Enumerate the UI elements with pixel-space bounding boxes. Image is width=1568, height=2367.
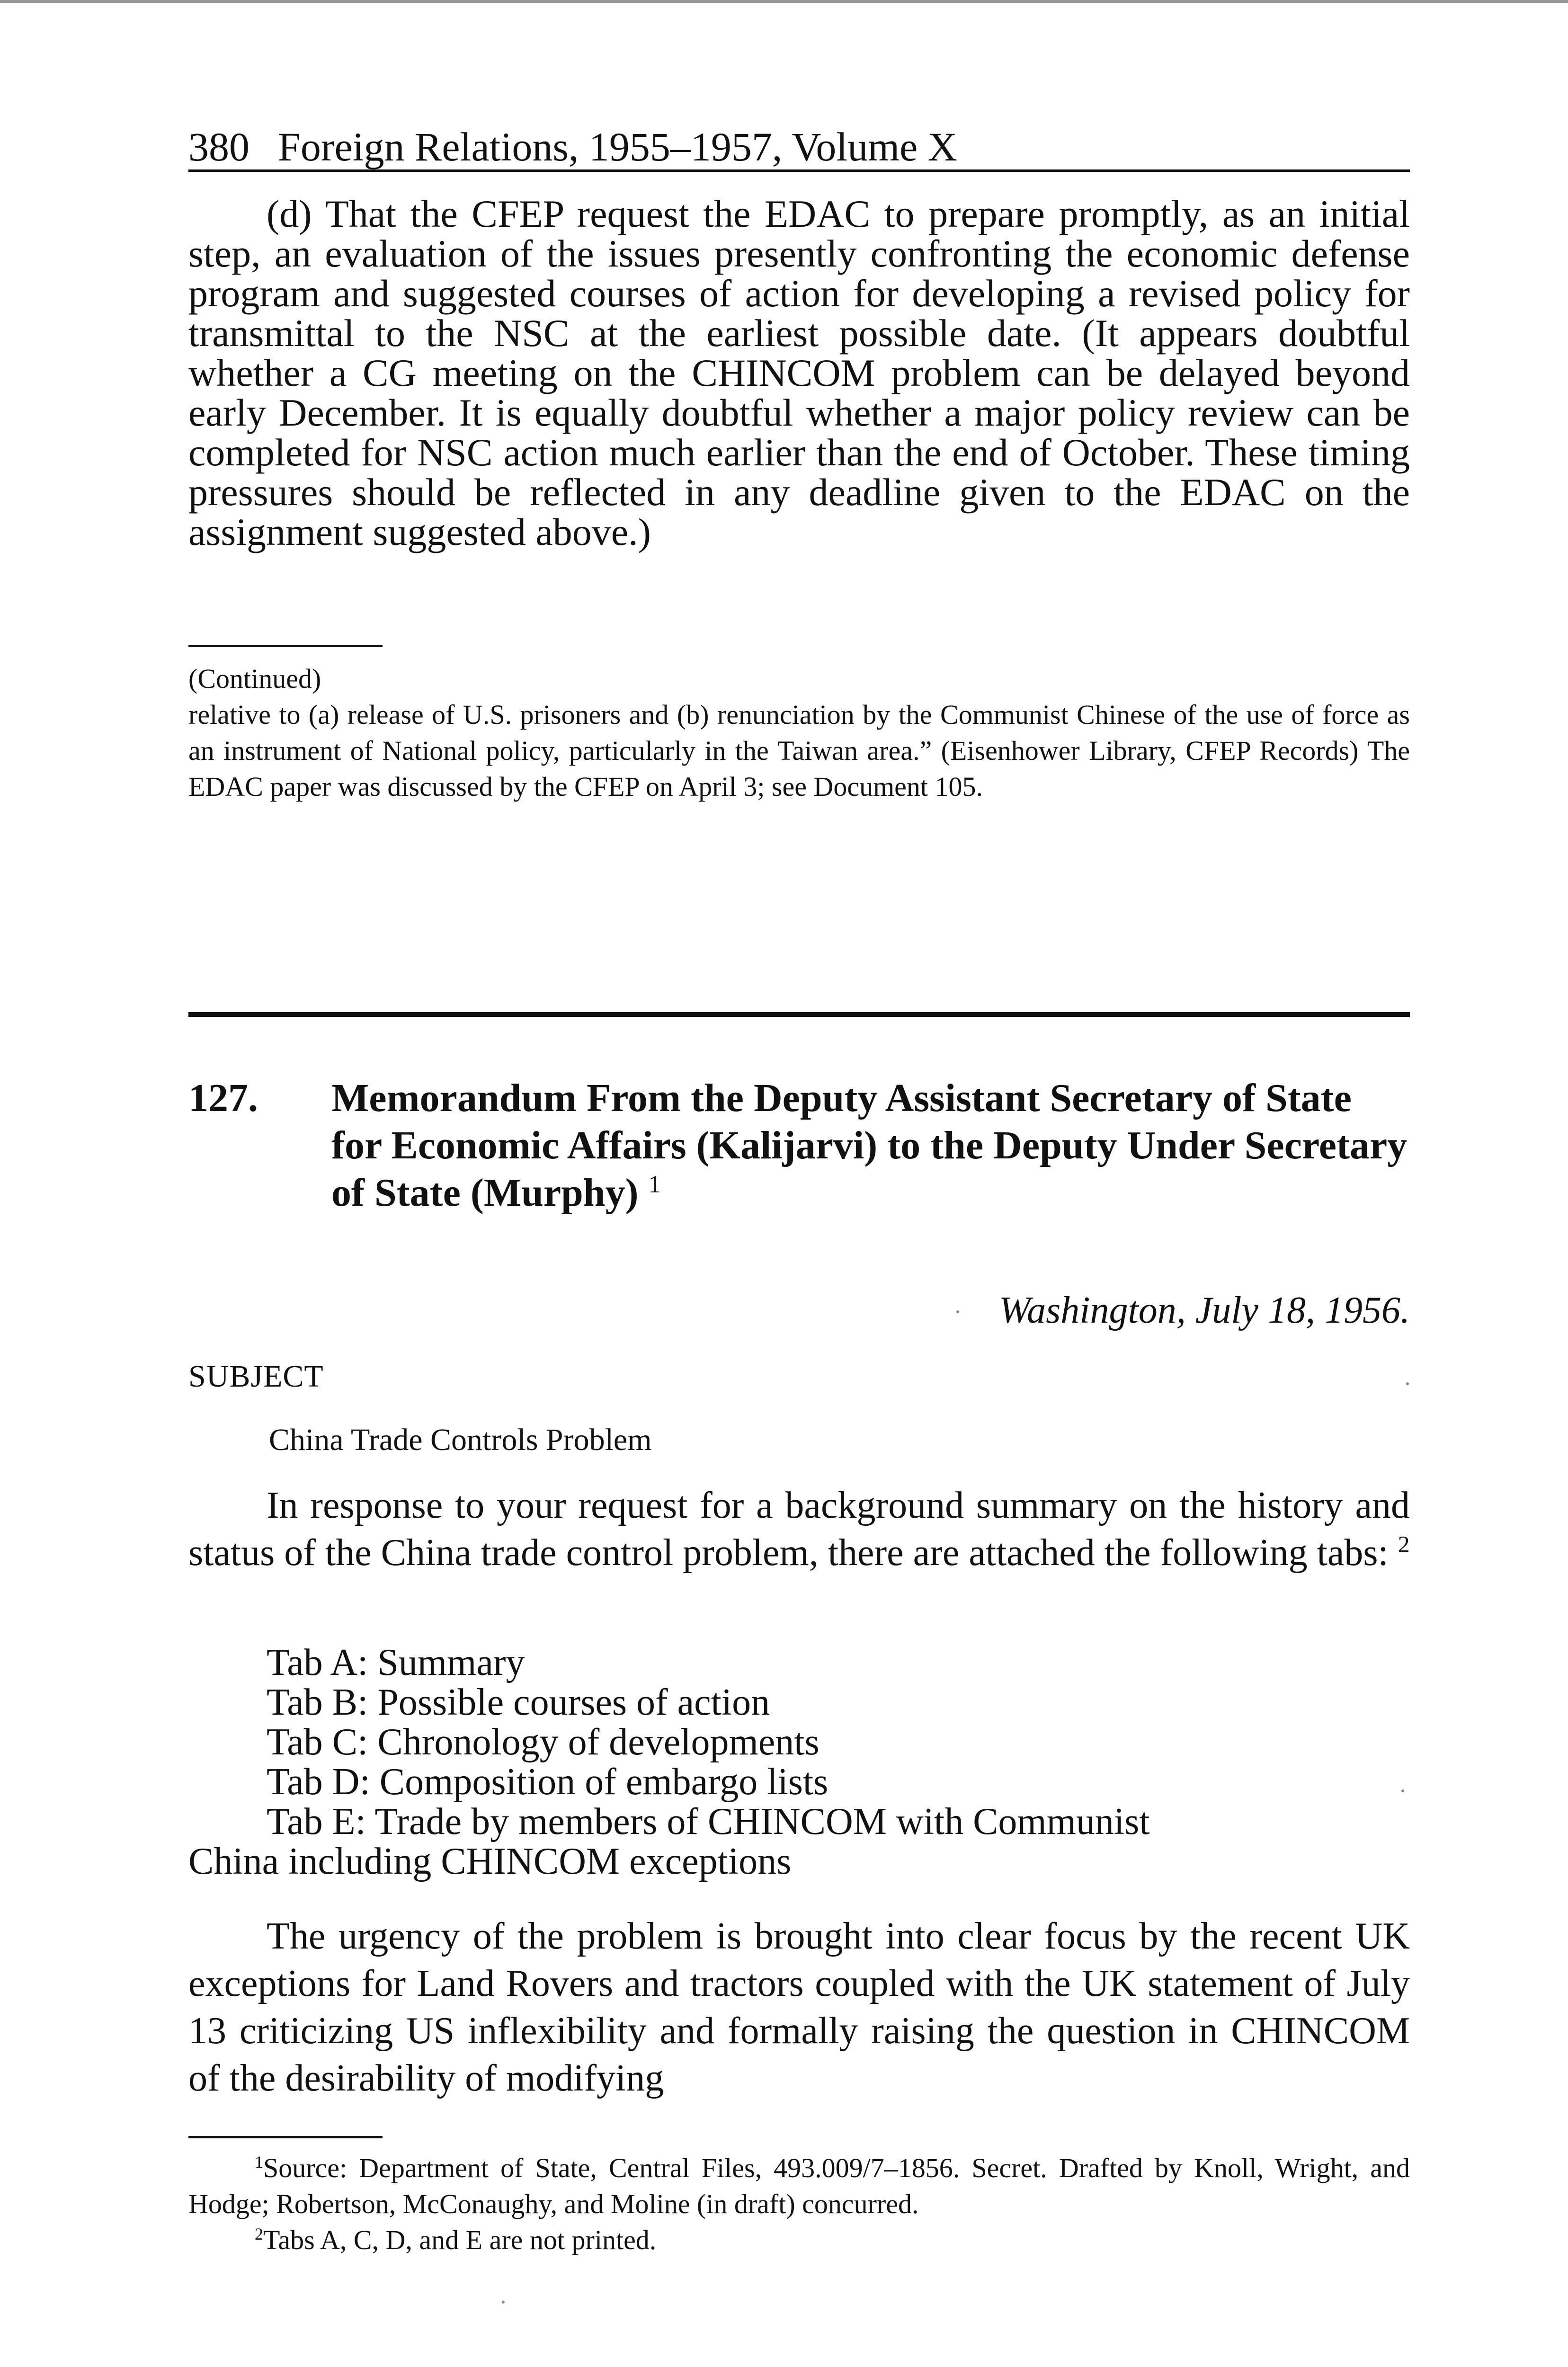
tab-item-a: Tab A: Summary: [267, 1642, 525, 1683]
bottom-footnote-rule: [188, 2136, 383, 2138]
continued-footnote-label: (Continued): [188, 663, 321, 694]
continued-footnote: [188, 661, 1410, 805]
document-divider-rule: [188, 1012, 1410, 1017]
footnote-2-marker: 2: [255, 2225, 263, 2244]
footnote-ref-1: 1: [648, 1171, 661, 1198]
scan-speck: [956, 1310, 959, 1313]
subject-text: China Trade Controls Problem: [269, 1423, 652, 1457]
footnote-1: [188, 2150, 1410, 2222]
scan-speck: [502, 2301, 505, 2304]
dateline: Washington, July 18, 1956.: [998, 1290, 1410, 1331]
page-number: 380: [188, 124, 249, 169]
tab-list: [188, 1643, 1410, 1881]
intro-paragraph-text: In response to your request for a background summary on the history and status of the China trade control problem, there are attached the following tabs:: [188, 1485, 1410, 1574]
footnote-2-text: Tabs A, C, D, and E are not printed.: [263, 2225, 657, 2255]
tab-item-c: Tab C: Chronology of developments: [267, 1721, 820, 1763]
tab-item-b: Tab B: Possible courses of action: [267, 1682, 770, 1723]
document-title-text: Memorandum From the Deputy Assistant Secretary of State for Economic Affairs (Kalijarvi) to the Deputy Under Secretary of State (Murphy): [331, 1076, 1408, 1215]
document-number: 127.: [188, 1076, 258, 1120]
tab-item-e-continuation: China including CHINCOM exceptions: [188, 1841, 792, 1882]
subject-label: SUBJECT: [188, 1359, 324, 1394]
intro-paragraph: [188, 1482, 1410, 1576]
volume-title: Foreign Relations, 1955–1957, Volume X: [278, 124, 957, 169]
footnote-ref-2: 2: [1398, 1531, 1410, 1557]
urgency-paragraph: The urgency of the problem is brought into clear focus by the recent UK exceptions for Land Rovers and tractors coupled with the UK statement of July 13 criticizing US inflexibility and formally raising the question in CHINCOM of the desirability of modifying: [188, 1915, 1410, 2099]
scan-edge-line: [0, 0, 1568, 3]
tab-item-e: Tab E: Trade by members of CHINCOM with Communist: [267, 1801, 1150, 1842]
document-title: [331, 1075, 1411, 1217]
footnote-1-text: Source: Department of State, Central Files, 493.009/7–1856. Secret. Drafted by Knoll, Wright, and Hodge; Robertson, McConaughy, and Moline (in draft) concurred.: [188, 2153, 1410, 2219]
running-head: [188, 124, 1410, 172]
scan-speck: [1401, 1789, 1404, 1792]
footnote-2: [188, 2222, 1410, 2258]
continued-paragraph: (d) That the CFEP request the EDAC to prepare promptly, as an initial step, an evaluation of the issues presently confronting the economic defense program and suggested courses of action for developing a revised policy for transmittal to the NSC at the earliest possible date. (It appears doubtful whether a CG meeting on the CHINCOM problem can be delayed beyond early December. It is equally doubtful whether a major policy review can be completed for NSC action much earlier than the end of October. These timing pressures should be reflected in any deadline given to the EDAC on the assignment suggested above.): [188, 192, 1410, 553]
continued-footnote-text: relative to (a) release of U.S. prisoners and (b) renunciation by the Communist Chinese of the use of force as an instrument of National policy, particularly in the Taiwan area.” (Eisenhower Library, CFEP Records) The EDAC paper was discussed by the CFEP on April 3; see Document 105.: [188, 699, 1410, 802]
footnotes: [188, 2150, 1410, 2258]
tab-item-d: Tab D: Composition of embargo lists: [267, 1761, 829, 1803]
footnote-separator-rule: [188, 645, 383, 647]
scan-speck: [1406, 1382, 1409, 1385]
footnote-1-marker: 1: [255, 2153, 263, 2172]
